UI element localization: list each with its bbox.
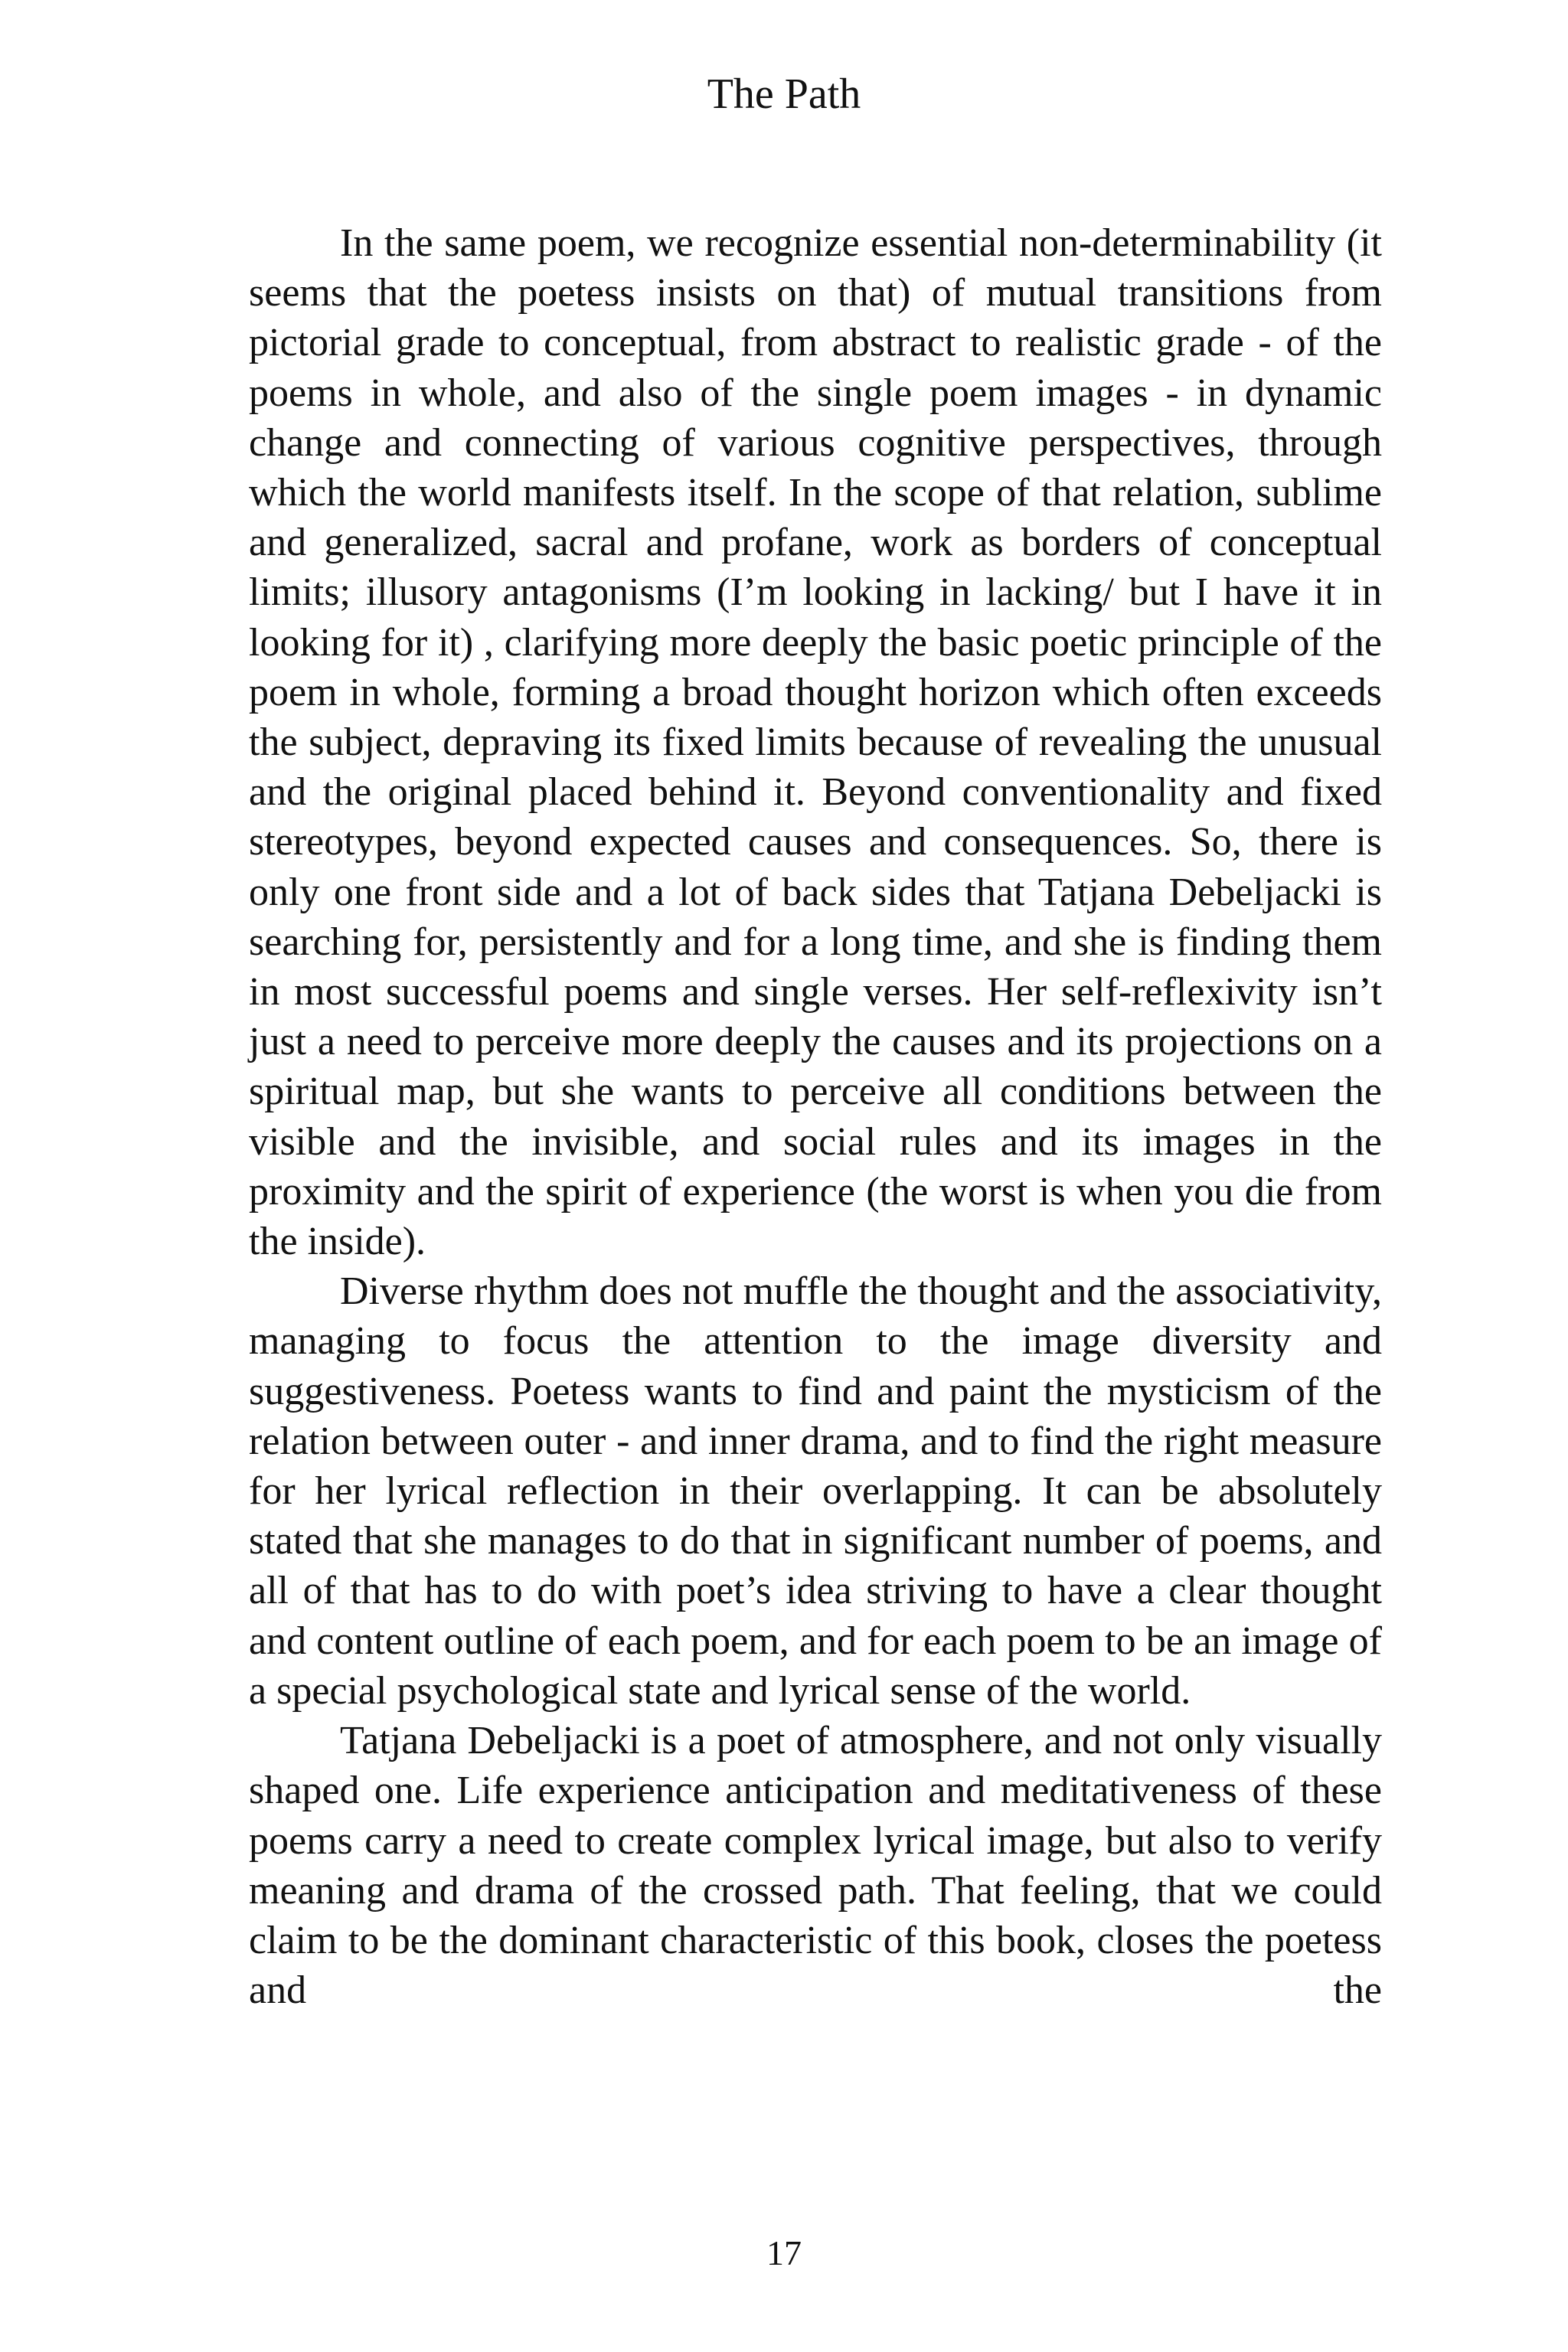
running-title: The Path (707, 70, 861, 118)
page-number: 17 (766, 2233, 802, 2272)
paragraph-1: In the same poem, we recognize essential non-determinability (it seems that the poetess insists on that) of mutual transitions from pictorial grade to conceptual, from abstract to realistic grade - of the poems in whole, and also of the single poem images - in dynamic change and connecting of various cognitive perspectives, through which the world manifests itself. In the scope of that relation, sublime and generalized, sacral and profane, work as borders of conceptual limits; illusory antagonisms (I’m looking in lacking/ but I have it in looking for it) , clarifying more deeply the basic poetic principle of the poem in whole, forming a broad thought horizon which often exceeds the subject, depraving its fixed limits because of revealing the unusual and the original placed behind it. Beyond conventionality and fixed stereotypes, beyond expected causes and consequences. So, there is only one front side and a lot of back sides that Tatjana Debeljacki is searching for, persistently and for a long time, and she is finding them in most successful poems and single verses. Her self-reflexivity isn’t just a need to perceive more deeply the causes and its projections on a spiritual map, but she wants to perceive all conditions between the visible and the invisible, and social rules and its images in the proximity and the spirit of experience (the worst is when you die from the inside). (249, 221, 1382, 1264)
paragraph-3: Tatjana Debeljacki is a poet of atmosphere, and not only visually shaped one. Life experience anticipation and meditativeness of these poems carry a need to create complex lyrical image, but also to verify meaning and drama of the crossed path. That feeling, that we could claim to be the dominant characteristic of this book, closes the poetess and the (249, 1719, 1382, 2013)
paragraph-2: Diverse rhythm does not muffle the thought and the associativity, managing to focus the attention to the image diversity and suggestiveness. Poetess wants to find and paint the mysticism of the relation between outer - and inner drama, and to find the right measure for her lyrical reflection in their overlapping. It can be absolutely stated that she manages to do that in significant number of poems, and all of that has to do with poet’s idea striving to have a clear thought and content outline of each poem, and for each poem to be an image of a special psychological state and lyrical sense of the world. (249, 1269, 1382, 1713)
body-text (249, 218, 1382, 2015)
